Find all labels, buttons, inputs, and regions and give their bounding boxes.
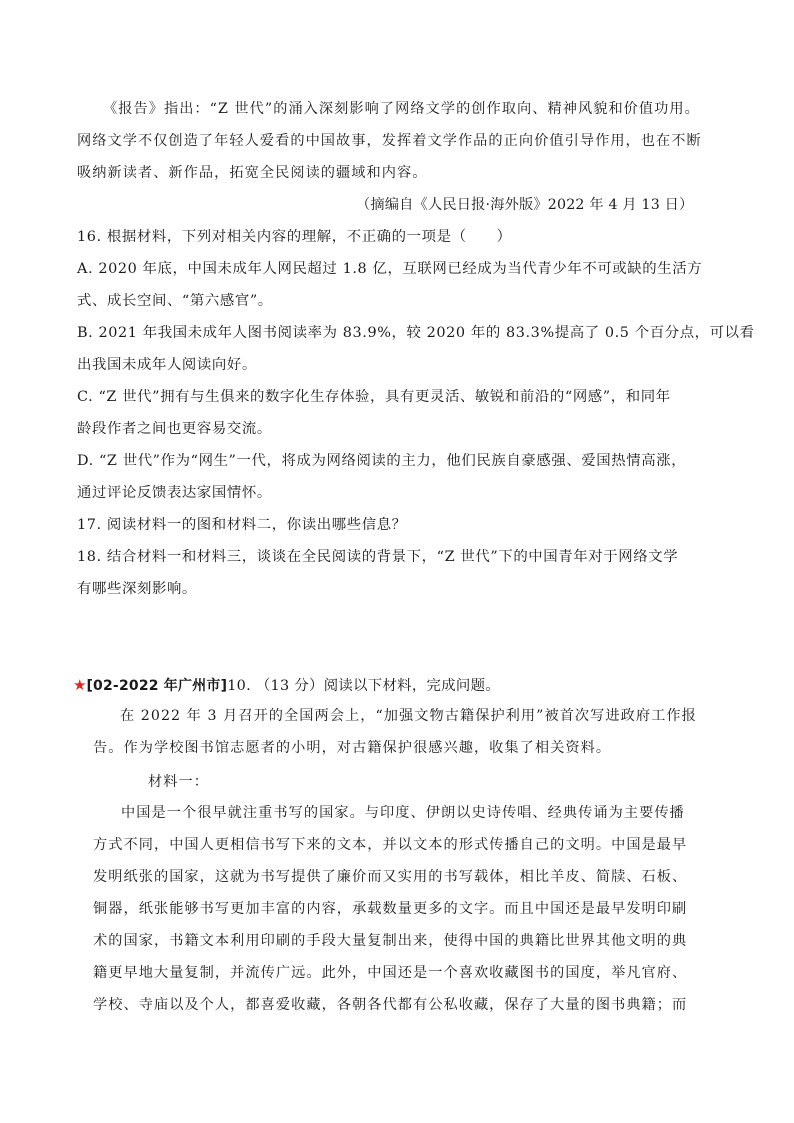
option-d-line-1: D. “Z 世代”作为“网生”一代，将成为网络阅读的主力，他们民族自豪感强、爱国热情高涨，: [77, 453, 687, 469]
material-line-2: 方式不同，中国人更相信书写下来的文本，并以文本的形式传播自己的文明。中国是最早: [93, 837, 688, 853]
material-line-3: 发明纸张的国家，这就为书写提供了廉价而又实用的书写载体，相比羊皮、简牍、石板、: [93, 869, 688, 885]
report-paragraph-line-2: 网络文学不仅创造了年轻人爱看的中国故事，发挥着文学作品的正向价值引导作用，也在不断: [77, 133, 702, 149]
material-one-label: 材料一：: [148, 774, 209, 790]
question-18-line-2: 有哪些深刻影响。: [77, 581, 197, 597]
report-paragraph-line-1: 《报告》指出：“Z 世代”的涌入深刻影响了网络文学的创作取向、精神风貌和价值功用。: [103, 101, 700, 117]
material-line-4: 铜器，纸张能够书写更加丰富的内容，承载数量更多的文字。而且中国还是最早发明印刷: [93, 901, 688, 917]
question-17: 17. 阅读材料一的图和材料二，你读出哪些信息？: [77, 517, 407, 533]
material-line-7: 学校、寺庙以及个人，都喜爱收藏，各朝各代都有公私收藏，保存了大量的图书典籍；而: [93, 997, 688, 1013]
material-line-5: 术的国家，书籍文本利用印刷的手段大量复制出来，使得中国的典籍比世界其他文明的典: [93, 933, 688, 949]
option-a-line-2: 式、成长空间、“第六感官”。: [77, 293, 273, 309]
star-icon: ★: [73, 676, 87, 694]
option-d-line-2: 通过评论反馈表达家国情怀。: [77, 485, 272, 501]
option-b-line-2: 出我国未成年人阅读向好。: [77, 357, 257, 373]
material-line-6: 籍更早地大量复制，并流传广远。此外，中国还是一个喜欢收藏图书的国度，举凡官府、: [93, 965, 688, 981]
question-18-line-1: 18. 结合材料一和材料三，谈谈在全民阅读的背景下，“Z 世代”下的中国青年对于网络文学: [77, 549, 679, 565]
source-tag: [02-2022 年广州市]: [86, 678, 228, 694]
option-b-line-1: B. 2021 年我国未成年人图书阅读率为 83.9%，较 2020 年的 83.3%提高了 0.5 个百分点，可以看: [77, 325, 755, 341]
option-a-line-1: A. 2020 年底，中国未成年人网民超过 1.8 亿，互联网已经成为当代青少年不可或缺的生活方: [77, 261, 703, 277]
section-heading: [73, 677, 500, 693]
intro-line-2: 告。作为学校图书馆志愿者的小明，对古籍保护很感兴趣，收集了相关资料。: [93, 740, 612, 756]
material-line-1: 中国是一个很早就注重书写的国家。与印度、伊朗以史诗传唱、经典传诵为主要传播: [121, 805, 685, 821]
intro-line-1: 在 2022 年 3 月召开的全国两会上，“加强文物古籍保护利用”被首次写进政府工作报: [120, 708, 697, 724]
option-c-line-1: C. “Z 世代”拥有与生俱来的数字化生存体验，具有更灵活、敏锐和前沿的“网感”，和同年: [77, 389, 671, 405]
question-16: 16. 根据材料，下列对相关内容的理解，不正确的一项是（ ）: [77, 229, 512, 245]
report-paragraph-line-3: 吸纳新读者、新作品，拓宽全民阅读的疆域和内容。: [77, 165, 428, 181]
source-citation: （摘编自《人民日报·海外版》2022 年 4 月 13 日）: [356, 197, 694, 213]
question-10-heading: 10. （13 分）阅读以下材料，完成问题。: [227, 678, 500, 694]
option-c-line-2: 龄段作者之间也更容易交流。: [77, 421, 272, 437]
